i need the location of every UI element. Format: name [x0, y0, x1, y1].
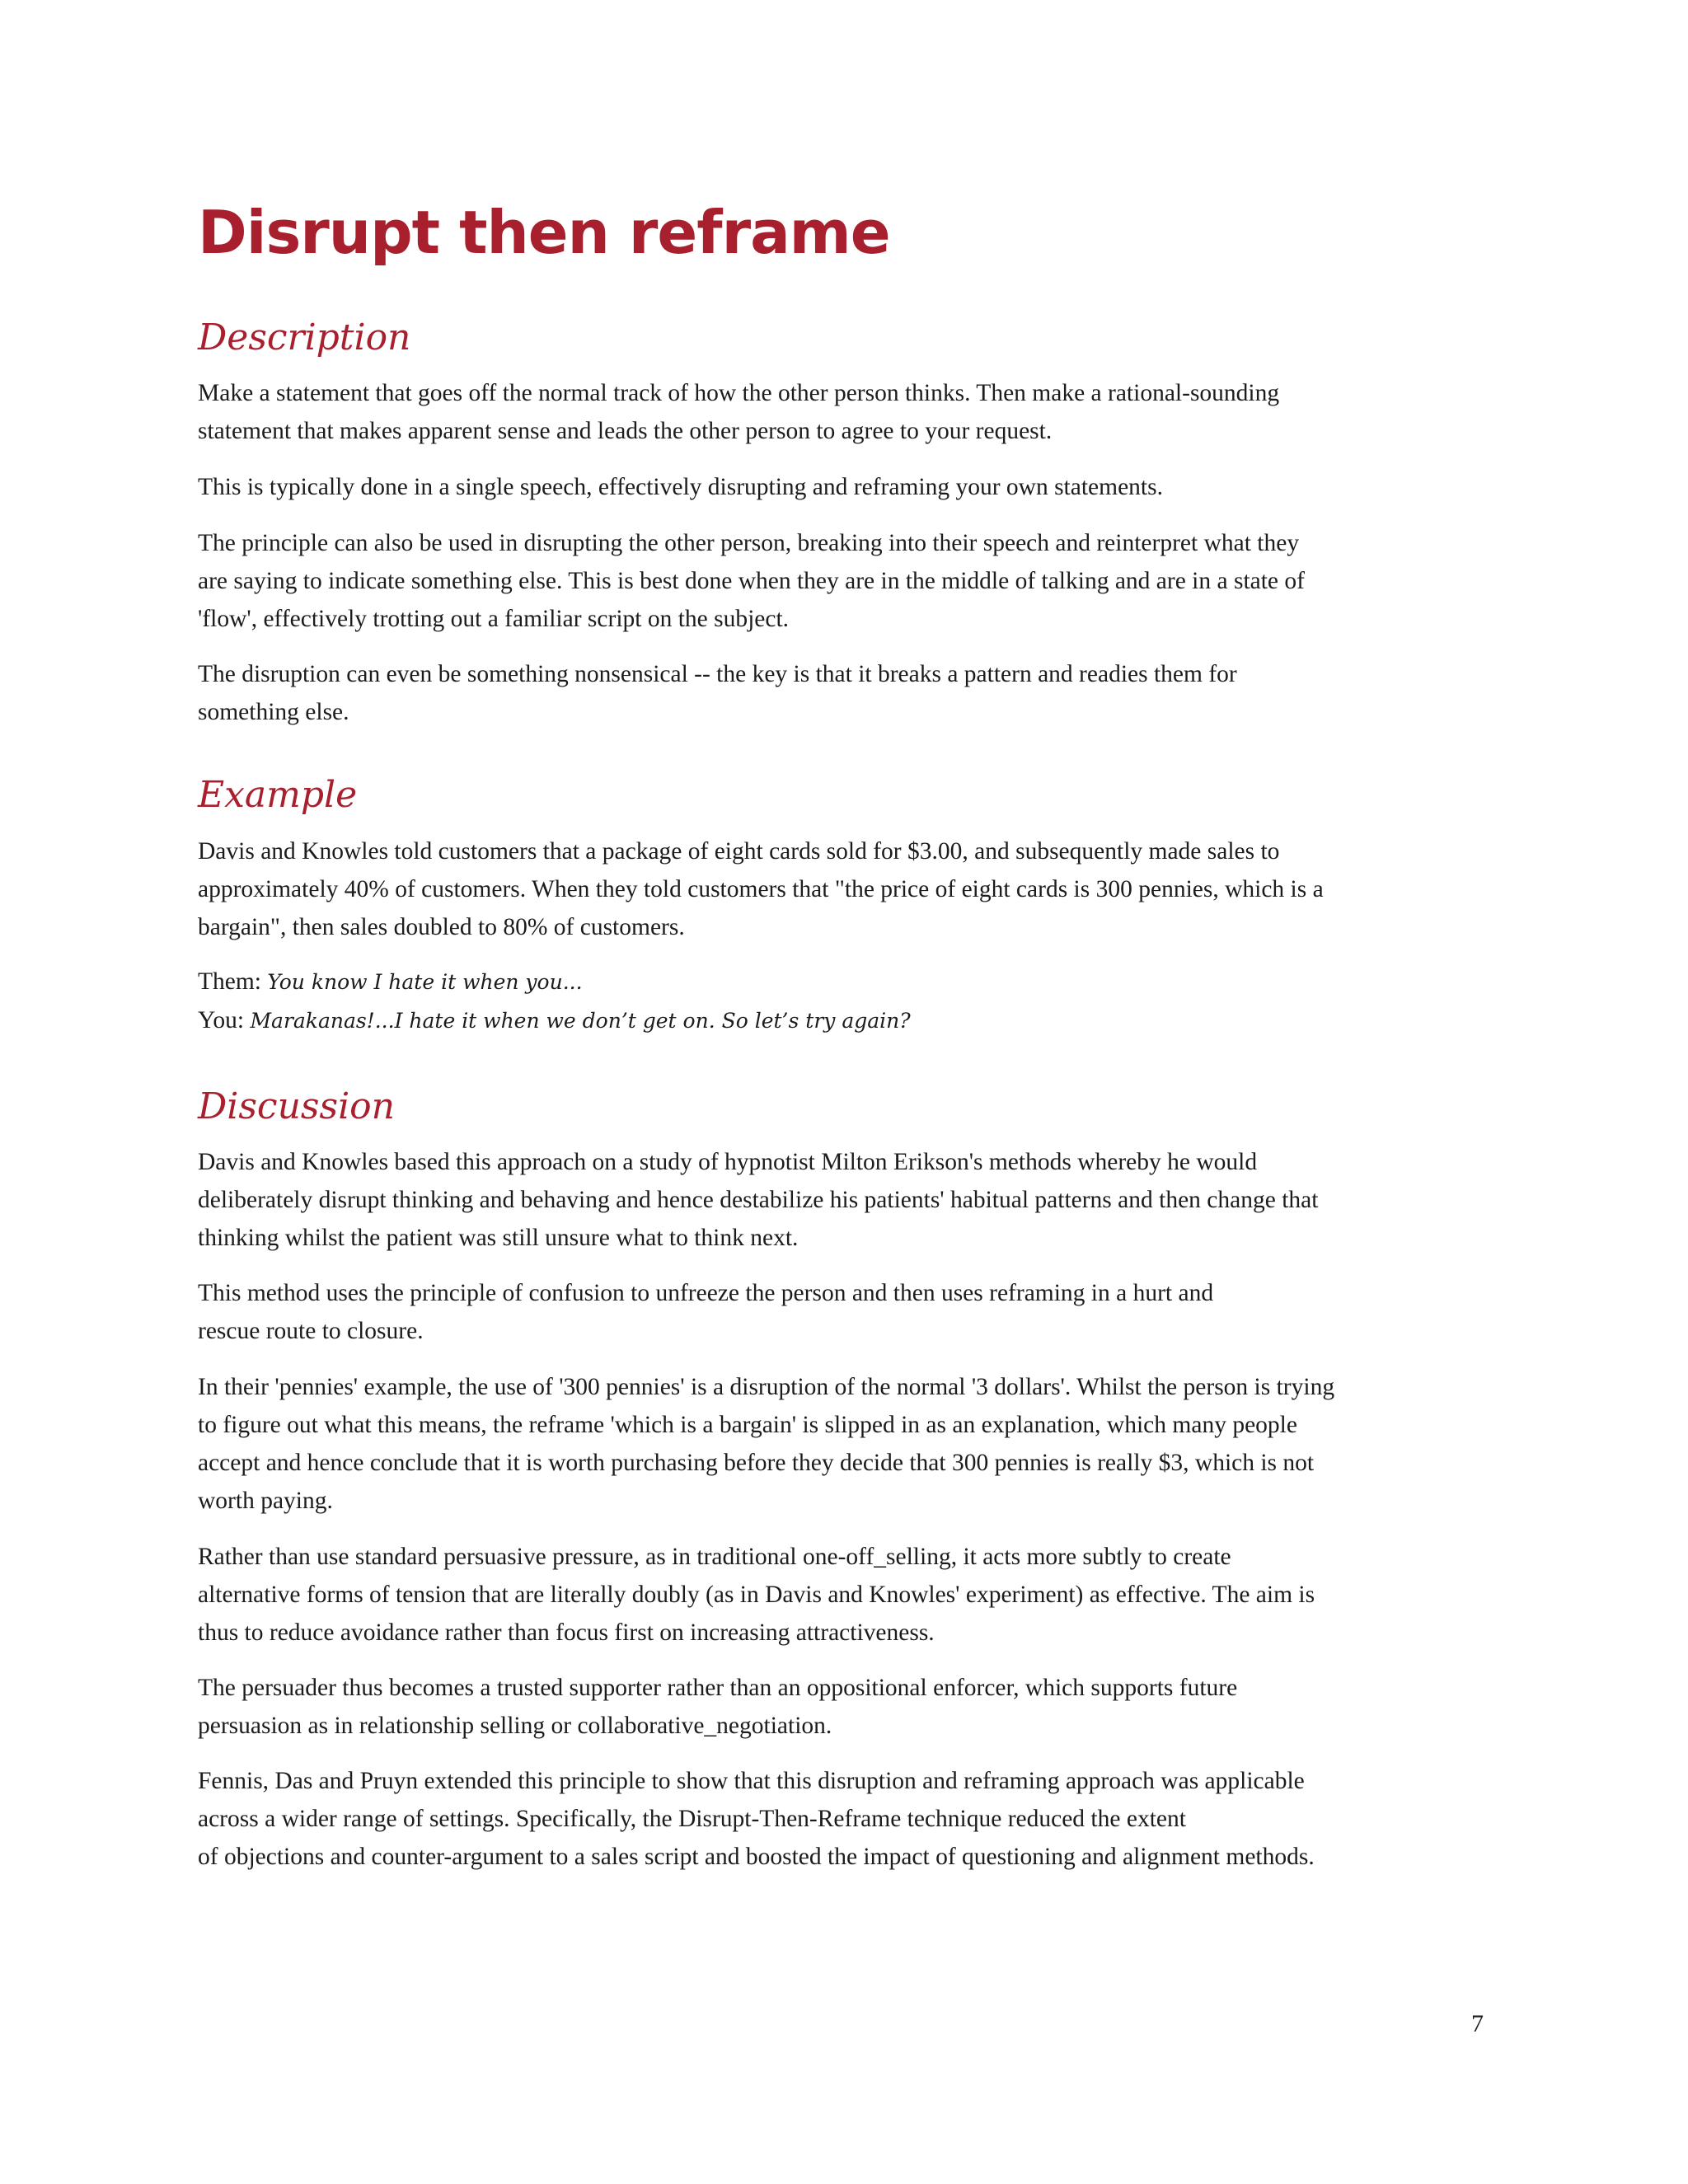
text-line: Rather than use standard persuasive pressure, as in traditional one-off_selling, it acts more subtly to create [198, 1544, 1231, 1570]
example-paragraph-1 [198, 832, 1500, 946]
text-line: The principle can also be used in disrupting the other person, breaking into their speech and reinterpret what they [198, 530, 1300, 556]
discussion-paragraph-4 [198, 1538, 1500, 1652]
example-heading: Example [198, 774, 358, 816]
text-line: The persuader thus becomes a trusted supporter rather than an oppositional enforcer, which supports future [198, 1675, 1238, 1701]
text-line: alternative forms of tension that are literally doubly (as in Davis and Knowles' experiment) as effective. The aim is [198, 1582, 1315, 1608]
description-paragraph-4 [198, 655, 1500, 731]
text-line: worth paying. [198, 1488, 333, 1514]
text-line: deliberately disrupt thinking and behaving and hence destabilize his patients' habitual patterns and then change that [198, 1187, 1319, 1213]
text-line: accept and hence conclude that it is worth purchasing before they decide that 300 pennies is really $3, which is not [198, 1450, 1315, 1476]
description-heading: Description [198, 316, 411, 359]
text-line: This is typically done in a single speech, effectively disrupting and reframing your own statements. [198, 474, 1163, 500]
text-line: approximately 40% of customers. When they told customers that "the price of eight cards is 300 pennies, which is a [198, 876, 1324, 902]
text-line: The disruption can even be something nonsensical -- the key is that it breaks a pattern and readies them for [198, 661, 1237, 687]
text-line: Davis and Knowles told customers that a package of eight cards sold for $3.00, and subsequently made sales to [198, 838, 1280, 865]
text-line: rescue route to closure. [198, 1318, 424, 1344]
text-line: Davis and Knowles based this approach on a study of hypnotist Milton Erikson's methods whereby he would [198, 1149, 1258, 1175]
discussion-paragraph-5 [198, 1669, 1500, 1745]
text-line: Make a statement that goes off the normal track of how the other person thinks. Then make a rational-sounding [198, 380, 1280, 406]
document-page [198, 0, 1500, 2184]
page-title: Disrupt then reframe [198, 198, 890, 267]
text-line: 'flow', effectively trotting out a familiar script on the subject. [198, 606, 790, 632]
text-line: to figure out what this means, the reframe 'which is a bargain' is slipped in as an explanation, which many people [198, 1412, 1297, 1438]
description-paragraph-2 [198, 468, 1500, 506]
text-line: statement that makes apparent sense and leads the other person to agree to your request. [198, 418, 1053, 444]
text-line: thinking whilst the patient was still unsure what to think next. [198, 1225, 799, 1251]
text-line: of objections and counter-argument to a sales script and boosted the impact of questioning and alignment methods. [198, 1844, 1315, 1870]
discussion-paragraph-3 [198, 1368, 1500, 1520]
discussion-paragraph-6 [198, 1762, 1500, 1876]
text-line: bargain", then sales doubled to 80% of customers. [198, 914, 685, 940]
text-line: something else. [198, 699, 349, 725]
text-line: thus to reduce avoidance rather than focus first on increasing attractiveness. [198, 1619, 935, 1646]
discussion-heading: Discussion [198, 1085, 395, 1127]
example-dialog [198, 963, 1500, 1040]
text-line: Fennis, Das and Pruyn extended this principle to show that this disruption and reframing approach was applicable [198, 1768, 1305, 1794]
text-line: persuasion as in relationship selling or collaborative_negotiation. [198, 1713, 832, 1739]
discussion-paragraph-1 [198, 1143, 1500, 1257]
text-line: In their 'pennies' example, the use of '300 pennies' is a disruption of the normal '3 dollars'. Whilst the person is trying [198, 1374, 1335, 1400]
description-paragraph-1 [198, 374, 1500, 450]
text-line: are saying to indicate something else. This is best done when they are in the middle of talking and are in a state of [198, 568, 1305, 594]
text-line: across a wider range of settings. Specifically, the Disrupt-Then-Reframe technique reduced the extent [198, 1806, 1186, 1832]
text-line: This method uses the principle of confusion to unfreeze the person and then uses reframing in a hurt and [198, 1280, 1214, 1306]
dialog-line [198, 963, 1500, 1001]
discussion-paragraph-2 [198, 1274, 1500, 1350]
description-paragraph-3 [198, 524, 1500, 638]
dialog-speaker: Them: [198, 968, 262, 995]
dialog-line [198, 1001, 1500, 1040]
dialog-text: Marakanas!...I hate it when we don’t get on. So let’s try again? [250, 1009, 911, 1033]
page-number: 7 [1471, 2010, 1484, 2037]
dialog-text: You know I hate it when you... [267, 970, 583, 994]
dialog-speaker: You: [198, 1007, 245, 1033]
